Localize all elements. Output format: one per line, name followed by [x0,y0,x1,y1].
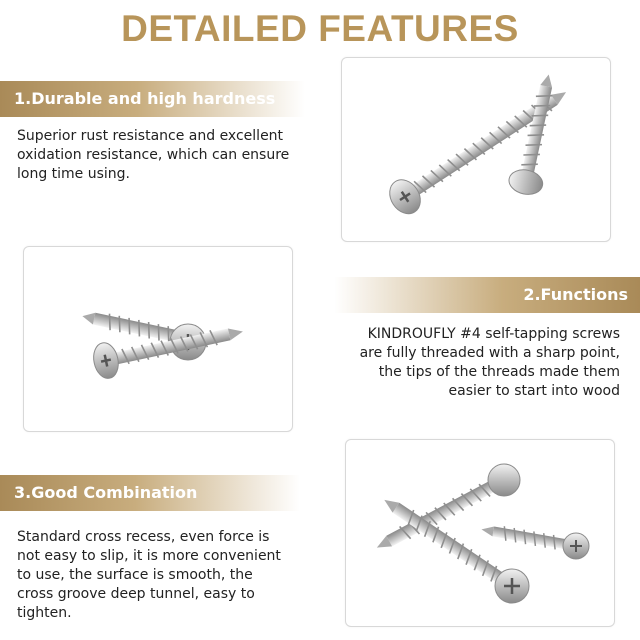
screw-photo-3 [345,439,615,627]
feature-3-line: to use, the surface is smooth, the [17,567,253,583]
screw-photo-2 [23,246,293,432]
feature-3-line: tighten. [17,605,72,621]
feature-1-line: Superior rust resistance and excellent [17,128,284,144]
feature-1-heading-band [0,81,305,117]
feature-3-line: Standard cross recess, even force is [17,529,270,545]
feature-2-line: easier to start into wood [448,383,620,399]
feature-2-line: the tips of the threads made them [378,364,620,380]
feature-2-description [300,325,620,401]
feature-2-line: are fully threaded with a sharp point, [359,345,620,361]
screw-photo-1 [341,57,611,242]
feature-3-heading-band [0,475,300,511]
feature-2-line: KINDROUFLY #4 self-tapping screws [367,326,620,342]
screw-image-2 [24,247,292,431]
page-title: DETAILED FEATURES [121,8,519,49]
feature-2-heading-band [334,277,640,313]
feature-3-line: not easy to slip, it is more convenient [17,548,281,564]
feature-1-description [17,127,317,184]
feature-3-description [17,528,317,623]
feature-1-line: long time using. [17,166,131,182]
feature-1-heading: 1.Durable and high hardness [14,89,276,108]
feature-3-line: cross groove deep tunnel, easy to [17,586,255,602]
feature-3-heading: 3.Good Combination [14,483,198,502]
screw-image-3 [346,440,614,626]
feature-2-heading: 2.Functions [523,285,628,304]
feature-1-line: oxidation resistance, which can ensure [17,147,290,163]
screw-image-1 [342,58,610,241]
